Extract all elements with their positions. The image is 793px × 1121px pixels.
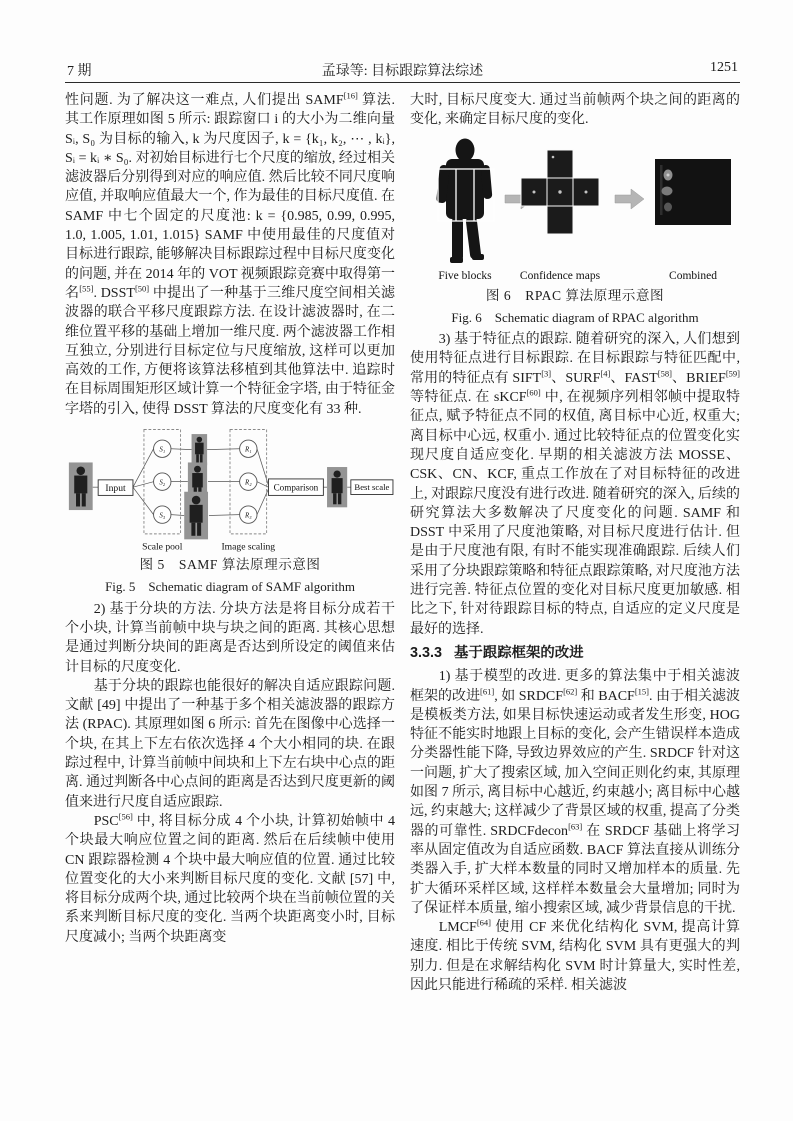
input-frame-thumbnail — [69, 462, 93, 510]
citation-ref: [60] — [526, 387, 541, 398]
scaled-thumbnail-large — [184, 492, 208, 540]
paragraph: 3) 基于特征点的跟踪. 随着研究的深入, 人们想到使用特征点进行目标跟踪. 在目标跟踪与特征匹配中, 常用的特征点有 SIFT[3]、SURF[4]、FAST[58]、BRIEF[59] 等特征点. 在 sKCF[60] 中, 在视频序列相邻帧中提取特征点, 赋予特征点不同的权值, 离目标中心近, 权重大; 离目标中心远, 权重小. 通过比较特征点的位置变化实现尺度自适应变化. 早期的相关滤波方法 MOSSE、CSK、CN、KCF, 重点工作放在了对目标特征的改进上, 对跟踪尺度没有进行改进. 随着研究的深入, 后续的研究算法大多数解决了尺度变化的问题. SAMF 和 DSST 中采用了尺度池策略, 对目标尺度进行估计. 但是由于尺度池有限, 有时不能实现准确跟踪. 后续人们采用了分块跟踪策略和特征点跟踪策略, 对尺度池方法进行完善. 特征点位置的变化对目标尺度更加敏感. 相比之下, 针对待跟踪目标的特点, 自适应的定义尺度是最好的选择. — [410, 332, 740, 637]
figure-6-caption-en: Fig. 6 Schematic diagram of RPAC algorithm — [451, 309, 699, 325]
right-column — [410, 91, 740, 995]
combined-map — [655, 159, 731, 225]
best-scale-label: Best scale — [354, 481, 390, 492]
paragraph: 1) 基于模型的改进. 更多的算法集中于相关滤波框架的改进[61], 如 SRDCF[62] 和 BACF[15]. 由于相关滤波是模板类方法, 如果目标快速运动或者发生形变, HOG 特征不能实时地跟上目标的变化, 会产生错误样本造成分类器性能下降, 导致边界效应的产生. SRDCF 针对这一问题, 扩大了搜索区域, 加入空间正则化约束, 其原理如图 7 所示, 离目标中心越近, 约束越小; 离目标中心越远, 约束越大; 这样减少了背景区域的权重, 提高了分类器的可靠性. SRDCFdecon[63] 在 SRDCF 基础上将学习率从固定值改为自适应函数. BACF 算法直接从训练分类器入手, 扩大样本数量的同时又增加样本的质量. 先扩大循环采样区域, 这样样本数量会大量增加; 同时为了保证样本质量, 缩小搜索区域, 减少背景信息的干扰. — [410, 669, 741, 916]
person-silhouette-icon — [436, 138, 494, 263]
figure-5 — [65, 424, 395, 597]
figure-6 — [410, 135, 740, 328]
scale-pool-nodes — [154, 440, 171, 523]
rpac-diagram — [410, 135, 740, 285]
section-heading-3-3-3 — [410, 644, 740, 663]
input-label: Input — [105, 482, 126, 494]
paragraph: 基于分块的跟踪也能很好的解决自适应跟踪问题. 文献 [49] 中提出了一种基于多个相关滤波器的跟踪方法 (RPAC). 其原理如图 6 所示: 首先在图像中心选择一个块, 在其上下左右依次选择 4 个大小相同的块. 在跟踪过程中, 计算当前帧中间块和上下左右块中心点的距离. 通过判断各中心点间的距离是否达到尺度更新的阈值来进行尺度自适应跟踪. — [65, 678, 395, 810]
figure-5-caption-zh: 图 5 SAMF 算法原理示意图 — [139, 557, 321, 573]
svg-text:R₂: R₂ — [245, 479, 252, 487]
svg-text:R₁: R₁ — [245, 446, 252, 454]
paragraph: 2) 基于分块的方法. 分块方法是将目标分成若干个小块, 计算当前帧中块与块之间的距离. 其核心思想是通过判断分块间的距离是否达到所设定的阈值来估计目标的尺度变化. — [65, 601, 395, 675]
citation-ref: [4] — [600, 368, 611, 379]
svg-text:R₃: R₃ — [245, 512, 252, 520]
section-title: 基于跟踪框架的改进 — [454, 644, 584, 661]
svg-text:S₁: S₁ — [159, 446, 166, 454]
citation-ref: [50] — [134, 283, 150, 294]
scaled-thumbnail-small — [192, 434, 208, 465]
citation-ref: [62] — [563, 685, 578, 696]
confidence-maps-label: Confidence maps — [519, 269, 601, 282]
citation-ref: [15] — [634, 685, 649, 696]
citation-ref: [63] — [568, 820, 583, 831]
comparison-label: Comparison — [273, 482, 319, 493]
page-number: 1251 — [710, 60, 738, 75]
left-text-top — [65, 91, 395, 419]
right-text-top — [410, 91, 740, 130]
citation-ref: [61] — [480, 685, 495, 696]
svg-text:S₂: S₂ — [159, 479, 166, 487]
svg-text:S₃: S₃ — [159, 512, 166, 520]
figure-5-caption — [65, 555, 395, 597]
citation-ref: [56] — [118, 811, 133, 822]
page-header — [65, 60, 740, 83]
result-thumbnail — [327, 467, 347, 507]
running-title: 孟琭等: 目标跟踪算法综述 — [321, 64, 484, 79]
journal-issue: 7 期 — [67, 64, 92, 79]
right-text-bottom — [410, 667, 740, 995]
section-number: 3.3.3 — [410, 644, 443, 661]
paragraph: PSC[56] 中, 将目标分成 4 个小块, 计算初始帧中 4 个块最大响应位置之间的距离. 然后在后续帧中使用 CN 跟踪器检测 4 个块中最大响应值的位置. 通过比较位置变化的大小来判断目标尺度的变化. 文献 [57] 中, 将目标分成两个块, 通过比较两个块在当前帧位置的关系来判断目标尺度的变化. 当两个块距离变小时, 目标尺度减小; 当两个块距离变 — [65, 811, 395, 945]
samf-diagram — [65, 424, 395, 554]
citation-ref: [16] — [343, 90, 358, 101]
arrow-right-icon — [615, 189, 644, 209]
scale-pool-label: Scale pool — [142, 541, 183, 553]
figure-6-caption-zh: 图 6 RPAC 算法原理示意图 — [485, 287, 665, 303]
right-text-mid — [410, 330, 740, 639]
citation-ref: [3] — [541, 368, 552, 379]
citation-ref: [55] — [79, 283, 94, 294]
image-scaling-label: Image scaling — [221, 541, 276, 553]
combined-label: Combined — [669, 269, 717, 282]
citation-ref: [58] — [657, 368, 672, 379]
left-text-bottom — [65, 600, 395, 947]
five-blocks-label: Five blocks — [438, 269, 492, 282]
citation-ref: [59] — [725, 368, 740, 379]
paragraph: 大时, 目标尺度变大. 通过当前帧两个块之间的距离的变化, 来确定目标尺度的变化. — [410, 93, 740, 128]
left-column — [65, 91, 395, 995]
citation-ref: [64] — [476, 917, 491, 928]
paragraph: 性问题. 为了解决这一难点, 人们提出 SAMF[16] 算法. 其工作原理如图 5 所示: 跟踪窗口 i 的大小为二维向量 Sᵢ, S₀ 为目标的输入, k 为尺度因子, k = {k₁, k₂, ⋯ , kᵢ}, Sᵢ = kᵢ ∗ S₀. 对初始目标进行七个尺度的缩放, 经过相关滤波器后分别得到对应的响应值. 然后比较不同尺度响应值, 并取响应值最大一个, 作为最佳的目标尺度值. 在 SAMF 中七个固定的尺度池: k = {0.985, 0.99, 0.995, 1.0, 1.005, 1.01, 1.015} SAMF 中使用最佳的尺度值对目标进行跟踪, 能够解决目标跟踪过程中目标尺度变化的问题, 并在 2014 年的 VOT 视频跟踪竞赛中取得第一名[55]. DSST[50] 中提出了一种基于三维尺度空间相关滤波器的联合平移尺度跟踪方法. 在设计滤波器时, 在二维位置平移的基础上增加一维尺度. 两个滤波器工作相互独立, 分别进行目标定位与尺度缩放, 这样可以更加高效的工作, 方便将该算法移植到其他算法中. 追踪时在目标周围矩形区域计算一个特征金字塔, 由于特征金字塔的引入, 使得 DSST 算法的尺度变化有 33 种. — [65, 90, 396, 417]
two-column-body — [65, 91, 740, 995]
figure-6-caption — [410, 286, 740, 328]
paragraph: LMCF[64] 使用 CF 来优化结构化 SVM, 提高计算速度. 相比于传统 SVM, 结构化 SVM 具有更强大的判别力. 但是在求解结构化 SVM 时计算量大, 实时性差, 因此只能进行稀疏的采样. 相关滤波 — [410, 917, 740, 993]
response-nodes — [240, 440, 257, 523]
figure-5-caption-en: Fig. 5 Schematic diagram of SAMF algorithm — [105, 579, 355, 595]
